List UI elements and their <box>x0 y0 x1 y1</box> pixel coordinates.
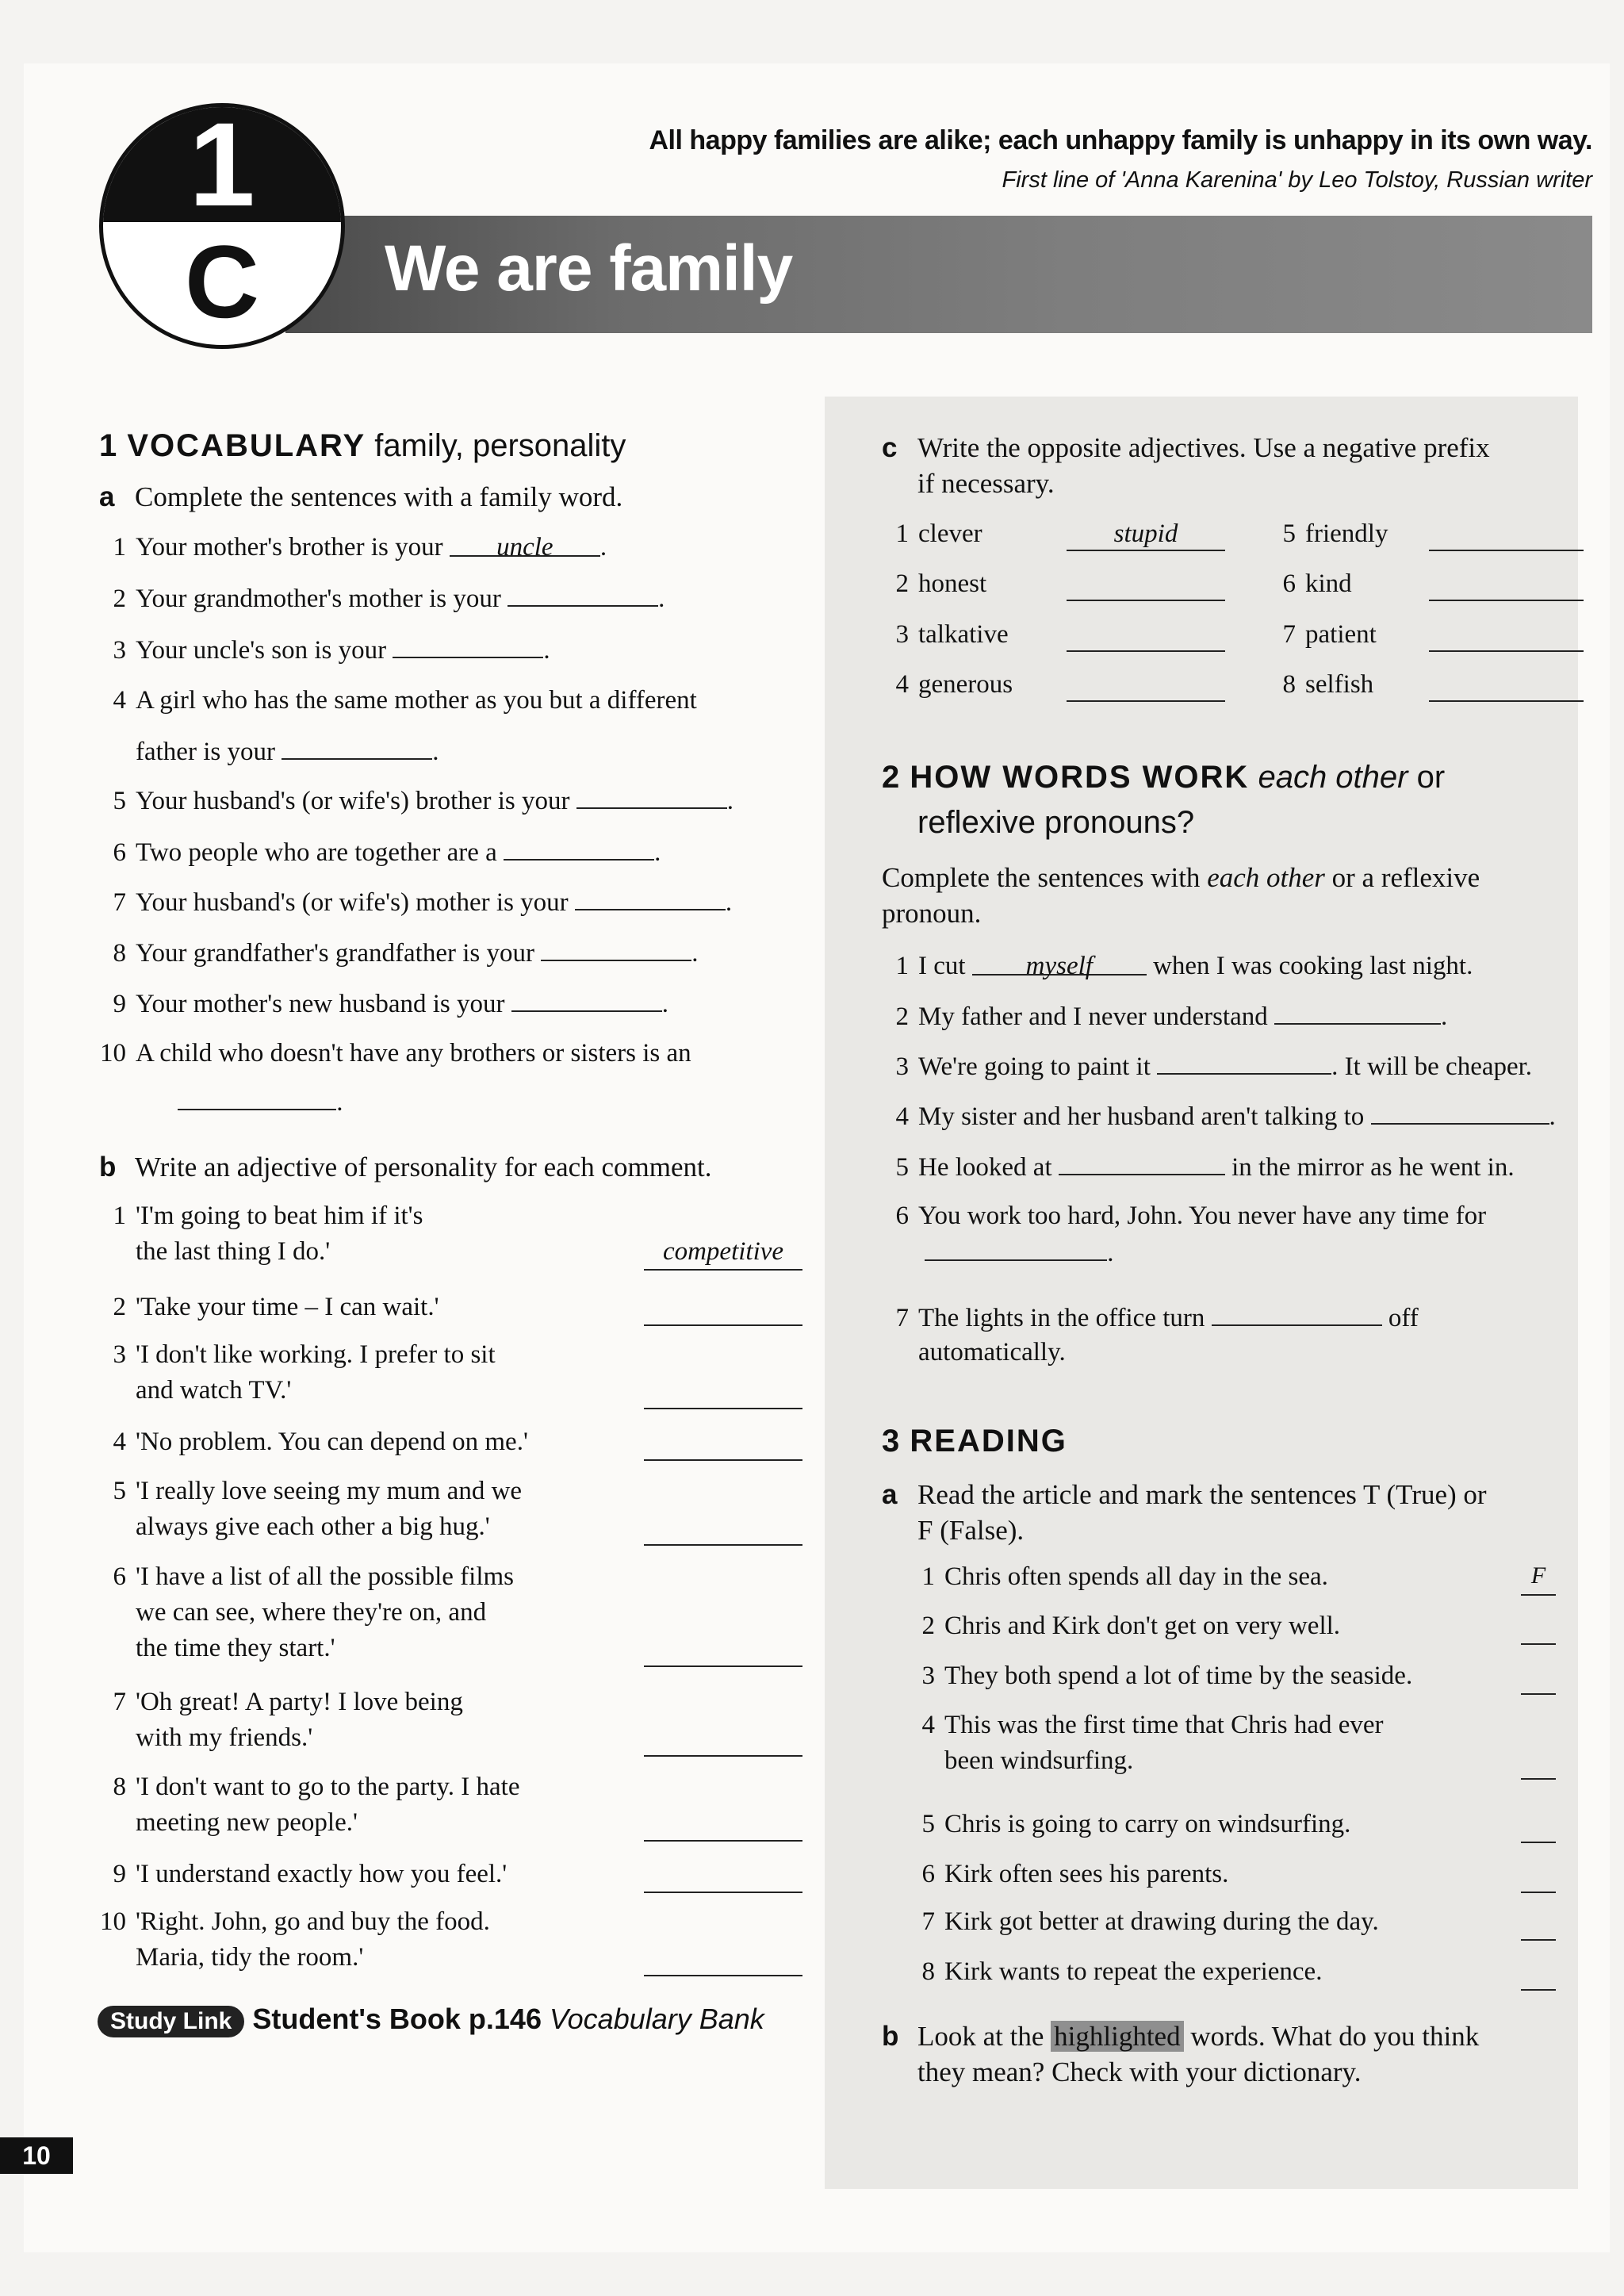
item-number: 1 <box>921 1562 935 1591</box>
item-number: 5 <box>895 1153 909 1182</box>
item-number: 6 <box>113 838 126 867</box>
item-text: Kirk got better at drawing during the day. <box>944 1907 1379 1936</box>
unit-number: 1 <box>189 103 255 231</box>
true-false-blank[interactable] <box>1521 1907 1556 1941</box>
item-number: 3 <box>921 1662 935 1690</box>
item-text: 'I understand exactly how you feel.' <box>136 1860 508 1888</box>
answer-blank[interactable] <box>1371 1101 1549 1125</box>
item-number: 10 <box>100 1907 126 1936</box>
vocab-a-item <box>135 1087 343 1117</box>
item-punct: . <box>336 1088 343 1117</box>
reading-a-item-line2: been windsurfing. <box>944 1746 1134 1775</box>
item-number: 8 <box>113 939 126 968</box>
unit-letter: C <box>185 224 259 339</box>
item-text: father is your <box>136 738 275 766</box>
how-words-item <box>882 1302 1419 1333</box>
answer-blank[interactable]: myself <box>972 952 1147 976</box>
vocab-a-item <box>99 988 668 1019</box>
true-false-blank[interactable] <box>1521 1612 1556 1645</box>
item-number: 9 <box>113 1860 126 1888</box>
vocab-c-item <box>882 569 986 599</box>
item-word: talkative <box>918 620 1009 649</box>
answer-blank[interactable] <box>1429 569 1584 601</box>
true-false-blank[interactable] <box>1521 1746 1556 1780</box>
vocab-b-item-line3: the time they start.' <box>136 1634 335 1662</box>
item-number: 6 <box>113 1562 126 1591</box>
item-number: 6 <box>921 1860 935 1888</box>
item-punct: . <box>432 738 439 766</box>
section-2-heading-line2: reflexive pronouns? <box>917 805 1195 840</box>
how-words-item <box>882 1101 1556 1132</box>
item-number: 5 <box>113 787 126 815</box>
section-3-heading: 3 READING <box>882 1424 1067 1458</box>
answer-blank[interactable] <box>644 1428 802 1461</box>
vocab-b-item <box>99 1562 514 1592</box>
how-words-item <box>882 952 1473 981</box>
item-text: We're going to paint it <box>918 1052 1151 1081</box>
item-text: . <box>1441 1002 1448 1031</box>
answer-blank[interactable] <box>1157 1051 1331 1075</box>
reading-a-item <box>908 1810 1350 1839</box>
page-number: 10 <box>0 2137 73 2174</box>
vocab-a-item <box>99 1039 691 1068</box>
item-number: 2 <box>921 1612 935 1640</box>
vocab-b-item-line2: meeting new people.' <box>136 1808 358 1837</box>
item-number: 7 <box>921 1907 935 1936</box>
answer-blank[interactable] <box>644 1860 802 1893</box>
vocab-c-item <box>882 620 1009 650</box>
reading-a-item <box>908 1907 1379 1937</box>
item-word: generous <box>918 670 1013 699</box>
item-number: 3 <box>113 1340 126 1369</box>
item-word: clever <box>918 519 982 548</box>
vocab-b-item-line2: the last thing I do.' <box>136 1237 331 1266</box>
vocab-b-item-line2: we can see, where they're on, and <box>136 1598 487 1627</box>
study-link-pill: Study Link <box>98 2006 244 2037</box>
answer-blank[interactable] <box>644 1376 802 1409</box>
exercise-2-instruction: Complete the sentences with each other or a reflexive <box>882 862 1480 893</box>
answer-blank[interactable] <box>576 785 727 809</box>
item-number: 6 <box>895 1202 909 1230</box>
item-number: 1 <box>895 519 909 548</box>
answer-blank[interactable] <box>1429 519 1584 551</box>
item-text: A child who doesn't have any brothers or sisters is an <box>136 1039 691 1068</box>
item-number: 2 <box>895 1002 909 1031</box>
item-text: Your husband's (or wife's) mother is your <box>136 888 569 917</box>
item-number: 5 <box>113 1477 126 1505</box>
item-text: Your grandfather's grandfather is your <box>136 939 534 968</box>
item-text: This was the first time that Chris had ever <box>944 1711 1384 1739</box>
answer-blank[interactable] <box>644 1723 802 1757</box>
page-title: We are family <box>385 232 793 305</box>
item-text: Chris and Kirk don't get on very well. <box>944 1612 1341 1640</box>
true-false-blank[interactable] <box>1521 1957 1556 1991</box>
how-words-item <box>882 1202 1486 1231</box>
item-text: I cut <box>918 952 966 980</box>
item-number: 2 <box>113 585 126 613</box>
item-punct: . <box>543 636 550 665</box>
item-punct: . <box>654 838 661 867</box>
item-number: 9 <box>113 990 126 1018</box>
item-number: 6 <box>1282 569 1296 598</box>
section-1-title: VOCABULARY <box>127 428 366 463</box>
answer-blank[interactable] <box>511 988 662 1012</box>
reading-a-item <box>908 1612 1340 1641</box>
section-2-heading: 2 HOW WORDS WORK each other or <box>882 760 1446 795</box>
item-text: 'Take your time – I can wait.' <box>136 1293 439 1321</box>
item-text: Chris often spends all day in the sea. <box>944 1562 1328 1591</box>
item-number: 4 <box>895 670 909 699</box>
answer-blank[interactable] <box>1067 620 1225 652</box>
item-number: 7 <box>895 1304 909 1332</box>
vocab-a-item <box>99 736 439 767</box>
answer-blank[interactable]: uncle <box>450 533 600 557</box>
item-number: 4 <box>113 1428 126 1456</box>
item-text: A girl who has the same mother as you but a different <box>136 686 697 715</box>
item-text: Two people who are together are a <box>136 838 497 867</box>
answer-blank[interactable] <box>1274 1001 1441 1025</box>
vocab-a-item <box>99 686 697 715</box>
item-text: Chris is going to carry on windsurfing. <box>944 1810 1351 1838</box>
item-text: The lights in the office turn <box>918 1304 1205 1332</box>
item-word: patient <box>1305 620 1377 649</box>
vocab-c-item <box>1269 620 1377 650</box>
reading-a-item <box>908 1957 1322 1987</box>
item-number: 1 <box>113 1202 126 1230</box>
answer-blank[interactable] <box>282 736 432 760</box>
vocab-b-item <box>99 1202 423 1231</box>
item-punct: . <box>725 888 733 917</box>
vocab-a-item <box>99 937 698 968</box>
vocab-b-item <box>99 1688 463 1717</box>
item-punct: . <box>599 533 607 562</box>
item-punct: . <box>658 585 665 613</box>
vocab-b-item <box>99 1860 507 1889</box>
item-text: He looked at <box>918 1153 1052 1182</box>
answer-blank[interactable] <box>393 634 543 658</box>
item-text: when I was cooking last night. <box>1153 952 1473 980</box>
item-number: 8 <box>921 1957 935 1986</box>
item-number: 3 <box>895 620 909 649</box>
answer-blank[interactable] <box>575 887 726 910</box>
item-text: 'I really love seeing my mum and we <box>136 1477 523 1505</box>
vocab-a-item <box>99 533 607 562</box>
answer-blank[interactable] <box>1059 1152 1225 1175</box>
vocab-b-item <box>99 1773 519 1802</box>
vocab-c-item <box>882 670 1013 700</box>
vocab-c-item <box>1269 569 1352 599</box>
vocab-b-item-line2: and watch TV.' <box>136 1376 292 1405</box>
answer-blank[interactable] <box>644 1808 802 1842</box>
item-text: automatically. <box>918 1338 1066 1366</box>
item-number: 4 <box>895 1102 909 1131</box>
how-words-item <box>882 1338 1066 1367</box>
header-quote <box>649 125 1593 194</box>
how-words-item <box>882 1001 1447 1032</box>
reading-a-item <box>908 1562 1328 1592</box>
item-word: selfish <box>1305 670 1374 699</box>
item-text: My father and I never understand <box>918 1002 1268 1031</box>
item-number: 5 <box>1282 519 1296 548</box>
item-text: 'I'm going to beat him if it's <box>136 1202 423 1230</box>
answer-blank[interactable] <box>925 1237 1107 1261</box>
vocab-b-item <box>99 1340 496 1370</box>
item-number: 7 <box>113 1688 126 1716</box>
answer-blank[interactable] <box>178 1087 336 1110</box>
item-text: You work too hard, John. You never have any time for <box>918 1202 1487 1230</box>
reading-a-item <box>908 1662 1412 1691</box>
item-number: 4 <box>921 1711 935 1739</box>
answer-blank[interactable] <box>644 1293 802 1326</box>
vocab-c-item <box>1269 670 1373 700</box>
true-false-blank[interactable] <box>1521 1810 1556 1843</box>
quote-text: All happy families are alike; each unhappy family is unhappy in its own way. <box>649 125 1592 155</box>
answer-blank[interactable] <box>644 1512 802 1546</box>
section-1-heading: 1 VOCABULARY family, personality <box>99 428 626 463</box>
how-words-item <box>882 1152 1515 1182</box>
item-word: friendly <box>1305 519 1388 548</box>
how-words-item <box>882 1051 1532 1082</box>
item-number: 10 <box>100 1039 126 1068</box>
vocab-c-item <box>882 519 982 549</box>
how-words-item <box>882 1237 1114 1268</box>
item-text: . It will be cheaper. <box>1331 1052 1533 1081</box>
item-text: 'Oh great! A party! I love being <box>136 1688 463 1716</box>
item-text: off <box>1388 1304 1419 1332</box>
item-text: 'I don't like working. I prefer to sit <box>136 1340 496 1369</box>
item-number: 8 <box>1282 670 1296 699</box>
true-false-blank[interactable] <box>1521 1662 1556 1695</box>
item-text: Your uncle's son is your <box>136 636 387 665</box>
item-text: Your grandmother's mother is your <box>136 585 501 613</box>
item-number: 8 <box>113 1773 126 1801</box>
item-number: 2 <box>895 569 909 598</box>
answer-blank[interactable] <box>1212 1302 1382 1326</box>
answer-blank[interactable] <box>1429 620 1584 652</box>
item-number: 2 <box>113 1293 126 1321</box>
item-text: They both spend a lot of time by the seaside. <box>944 1662 1413 1690</box>
item-text: 'I don't want to go to the party. I hate <box>136 1773 520 1801</box>
item-text: in the mirror as he went in. <box>1231 1153 1515 1182</box>
vocab-b-item <box>99 1477 522 1506</box>
vocab-b-item <box>99 1428 528 1457</box>
item-text: Your husband's (or wife's) brother is your <box>136 787 570 815</box>
item-text: . <box>1549 1102 1556 1131</box>
vocab-b-item-line2: Maria, tidy the room.' <box>136 1943 364 1972</box>
item-word: honest <box>918 569 987 598</box>
vocab-a-item <box>99 785 733 816</box>
study-link: Study Link Student's Book p.146 Vocabulary Bank <box>98 2003 764 2037</box>
item-number: 1 <box>113 533 126 562</box>
quote-source: First line of 'Anna Karenina' by Leo Tolstoy, Russian writer <box>1002 167 1592 193</box>
item-punct: . <box>726 787 733 815</box>
item-number: 5 <box>921 1810 935 1838</box>
item-text: . <box>1107 1239 1114 1267</box>
vocab-b-item-line2: always give each other a big hug.' <box>136 1512 490 1541</box>
highlighted-word: highlighted <box>1051 2021 1183 2052</box>
answer-blank[interactable] <box>1067 670 1225 702</box>
vocab-b-item <box>99 1293 439 1322</box>
answer-blank[interactable] <box>541 937 691 961</box>
true-false-blank[interactable]: F <box>1521 1562 1556 1596</box>
reading-a-item <box>908 1860 1228 1889</box>
item-text: Kirk wants to repeat the experience. <box>944 1957 1323 1986</box>
section-2-title: HOW WORDS WORK <box>910 760 1250 795</box>
item-word: kind <box>1305 569 1352 598</box>
vocab-a-item <box>99 837 661 868</box>
item-text: Your mother's new husband is your <box>136 990 505 1018</box>
vocab-b-item-line2: with my friends.' <box>136 1723 313 1752</box>
answer-blank[interactable] <box>508 583 658 607</box>
answer-blank[interactable]: stupid <box>1067 519 1225 551</box>
answer-blank[interactable] <box>644 1943 802 1976</box>
item-text: 'No problem. You can depend on me.' <box>136 1428 528 1456</box>
section-3-title: READING <box>910 1424 1067 1458</box>
vocab-a-item <box>99 583 665 614</box>
item-number: 4 <box>113 686 126 715</box>
item-punct: . <box>691 939 699 968</box>
answer-blank[interactable]: competitive <box>644 1237 802 1271</box>
answer-blank[interactable] <box>644 1634 802 1667</box>
vocab-a-item <box>99 634 550 665</box>
item-text: Your mother's brother is your <box>136 533 443 562</box>
section-1-subtitle: family, personality <box>374 428 626 463</box>
item-text: 'Right. John, go and buy the food. <box>136 1907 490 1936</box>
item-number: 7 <box>113 888 126 917</box>
item-text: My sister and her husband aren't talking to <box>918 1102 1365 1131</box>
item-number: 3 <box>113 636 126 665</box>
vocab-a-item <box>99 887 732 918</box>
item-number: 7 <box>1282 620 1296 649</box>
item-punct: . <box>661 990 668 1018</box>
vocab-b-item <box>99 1907 490 1937</box>
exercise-2-instruction-line2: pronoun. <box>882 898 982 929</box>
answer-blank[interactable] <box>504 837 654 861</box>
item-text: 'I have a list of all the possible films <box>136 1562 515 1591</box>
unit-badge <box>99 103 345 349</box>
vocab-c-item <box>1269 519 1388 549</box>
item-number: 1 <box>895 952 909 980</box>
answer-blank[interactable] <box>1429 670 1584 702</box>
true-false-blank[interactable] <box>1521 1860 1556 1893</box>
answer-blank[interactable] <box>1067 569 1225 601</box>
item-text: Kirk often sees his parents. <box>944 1860 1229 1888</box>
reading-a-item <box>908 1711 1384 1740</box>
item-number: 3 <box>895 1052 909 1081</box>
